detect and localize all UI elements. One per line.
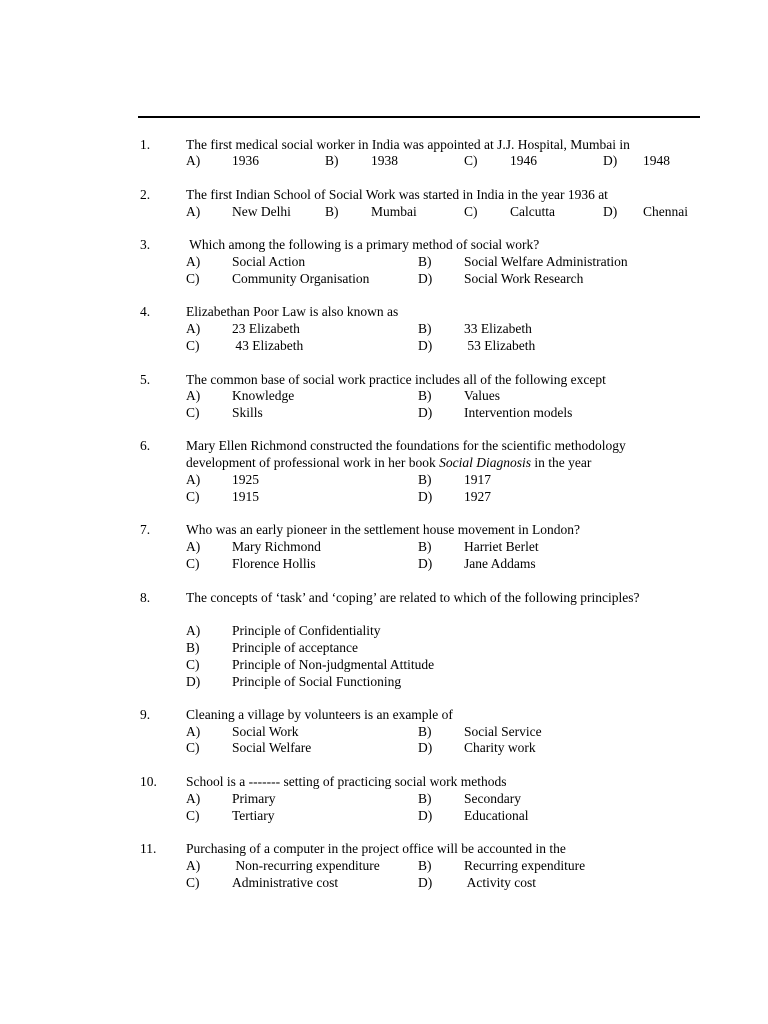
option-value: Mumbai bbox=[371, 204, 417, 219]
question-text-line-1: Mary Ellen Richmond constructed the foundations for the scientific methodology bbox=[186, 438, 626, 453]
option-value: Social Service bbox=[464, 724, 542, 739]
option-label: A) bbox=[186, 254, 201, 269]
top-rule bbox=[138, 116, 700, 118]
option-value: New Delhi bbox=[232, 204, 291, 219]
question-number: 7. bbox=[140, 522, 151, 537]
question-number: 10. bbox=[140, 774, 157, 789]
book-title: Social Diagnosis bbox=[439, 455, 531, 470]
option-value: Non-recurring expenditure bbox=[232, 858, 380, 873]
question-number: 1. bbox=[140, 137, 151, 152]
option-label: C) bbox=[186, 740, 200, 755]
option-label: D) bbox=[418, 740, 433, 755]
option-value: Administrative cost bbox=[232, 875, 339, 890]
question-text: Purchasing of a computer in the project office will be accounted in the bbox=[186, 841, 566, 856]
option-value: Tertiary bbox=[232, 808, 275, 823]
option-value: Charity work bbox=[464, 740, 536, 755]
option-value: 1917 bbox=[464, 472, 491, 487]
option-value: Florence Hollis bbox=[232, 556, 316, 571]
option-value: 43 Elizabeth bbox=[232, 338, 304, 353]
option-label: D) bbox=[418, 271, 433, 286]
question-text: School is a ------- setting of practicing social work methods bbox=[186, 774, 507, 789]
option-label: B) bbox=[418, 254, 432, 269]
option-value: 1925 bbox=[232, 472, 259, 487]
question-text: The concepts of ‘task’ and ‘coping’ are related to which of the following principles? bbox=[186, 590, 640, 605]
option-label: B) bbox=[325, 153, 339, 168]
question-number: 9. bbox=[140, 707, 151, 722]
option-value: 1946 bbox=[510, 153, 537, 168]
option-value: 1927 bbox=[464, 489, 491, 504]
option-label: C) bbox=[464, 153, 478, 168]
question-number: 6. bbox=[140, 438, 151, 453]
option-value: Primary bbox=[232, 791, 276, 806]
option-label: A) bbox=[186, 153, 201, 168]
option-value: 53 Elizabeth bbox=[464, 338, 536, 353]
option-label: A) bbox=[186, 858, 201, 873]
question-text: Who was an early pioneer in the settlement house movement in London? bbox=[186, 522, 581, 537]
option-value: Skills bbox=[232, 405, 263, 420]
question-text-plain: in the year bbox=[530, 455, 592, 470]
option-label: C) bbox=[186, 338, 200, 353]
option-value: Intervention models bbox=[464, 405, 573, 420]
option-value: 1948 bbox=[643, 153, 670, 168]
option-label: D) bbox=[418, 875, 433, 890]
question-text-plain: development of professional work in her book bbox=[186, 455, 440, 470]
option-value: Social Work Research bbox=[464, 271, 584, 286]
option-label: C) bbox=[464, 204, 478, 219]
question-text: The first medical social worker in India was appointed at J.J. Hospital, Mumbai in bbox=[186, 137, 630, 152]
option-label: A) bbox=[186, 472, 201, 487]
question-number: 5. bbox=[140, 372, 151, 387]
option-value: Values bbox=[464, 388, 500, 403]
option-value: Social Welfare bbox=[232, 740, 312, 755]
question-text: Elizabethan Poor Law is also known as bbox=[186, 304, 399, 319]
option-value: Chennai bbox=[643, 204, 688, 219]
option-label: B) bbox=[325, 204, 339, 219]
option-label: D) bbox=[603, 204, 618, 219]
option-label: C) bbox=[186, 657, 200, 672]
question-number: 3. bbox=[140, 237, 151, 252]
question-number: 8. bbox=[140, 590, 151, 605]
option-label: B) bbox=[418, 791, 432, 806]
question-number: 4. bbox=[140, 304, 151, 319]
option-value: Principle of Confidentiality bbox=[232, 623, 381, 638]
option-value: Calcutta bbox=[510, 204, 555, 219]
question-text: The common base of social work practice includes all of the following except bbox=[186, 372, 606, 387]
option-label: B) bbox=[418, 539, 432, 554]
option-value: 33 Elizabeth bbox=[464, 321, 532, 336]
option-label: B) bbox=[418, 321, 432, 336]
option-value: Jane Addams bbox=[464, 556, 536, 571]
option-label: A) bbox=[186, 791, 201, 806]
option-value: Recurring expenditure bbox=[464, 858, 586, 873]
option-label: D) bbox=[418, 489, 433, 504]
question-text: Cleaning a village by volunteers is an example of bbox=[186, 707, 453, 722]
option-value: Social Work bbox=[232, 724, 299, 739]
option-value: Educational bbox=[464, 808, 529, 823]
question-number: 11. bbox=[140, 841, 157, 856]
question-text-line-2 bbox=[186, 454, 700, 471]
option-label: B) bbox=[418, 472, 432, 487]
option-label: D) bbox=[186, 674, 201, 689]
option-label: D) bbox=[603, 153, 618, 168]
option-label: D) bbox=[418, 405, 433, 420]
option-label: B) bbox=[418, 724, 432, 739]
option-label: C) bbox=[186, 271, 200, 286]
question-text: Which among the following is a primary method of social work? bbox=[186, 237, 540, 252]
option-value: Secondary bbox=[464, 791, 521, 806]
option-label: A) bbox=[186, 388, 201, 403]
option-label: D) bbox=[418, 556, 433, 571]
option-label: D) bbox=[418, 808, 433, 823]
option-label: A) bbox=[186, 321, 201, 336]
option-value: Harriet Berlet bbox=[464, 539, 539, 554]
option-value: Mary Richmond bbox=[232, 539, 321, 554]
option-label: A) bbox=[186, 204, 201, 219]
option-label: B) bbox=[186, 640, 200, 655]
option-label: C) bbox=[186, 556, 200, 571]
option-value: 1915 bbox=[232, 489, 259, 504]
option-value: Community Organisation bbox=[232, 271, 370, 286]
option-value: Principle of Non-judgmental Attitude bbox=[232, 657, 435, 672]
option-value: 1936 bbox=[232, 153, 259, 168]
option-value: 1938 bbox=[371, 153, 398, 168]
option-value: 23 Elizabeth bbox=[232, 321, 300, 336]
option-value: Activity cost bbox=[464, 875, 536, 890]
question-number: 2. bbox=[140, 187, 151, 202]
option-label: A) bbox=[186, 539, 201, 554]
option-label: C) bbox=[186, 808, 200, 823]
option-label: B) bbox=[418, 858, 432, 873]
option-value: Principle of Social Functioning bbox=[232, 674, 402, 689]
option-label: C) bbox=[186, 405, 200, 420]
option-value: Principle of acceptance bbox=[232, 640, 358, 655]
question-text: The first Indian School of Social Work was started in India in the year 1936 at bbox=[186, 187, 608, 202]
option-value: Social Action bbox=[232, 254, 306, 269]
option-label: A) bbox=[186, 724, 201, 739]
option-label: B) bbox=[418, 388, 432, 403]
option-label: C) bbox=[186, 489, 200, 504]
option-label: A) bbox=[186, 623, 201, 638]
option-value: Knowledge bbox=[232, 388, 295, 403]
option-label: D) bbox=[418, 338, 433, 353]
option-label: C) bbox=[186, 875, 200, 890]
option-value: Social Welfare Administration bbox=[464, 254, 628, 269]
